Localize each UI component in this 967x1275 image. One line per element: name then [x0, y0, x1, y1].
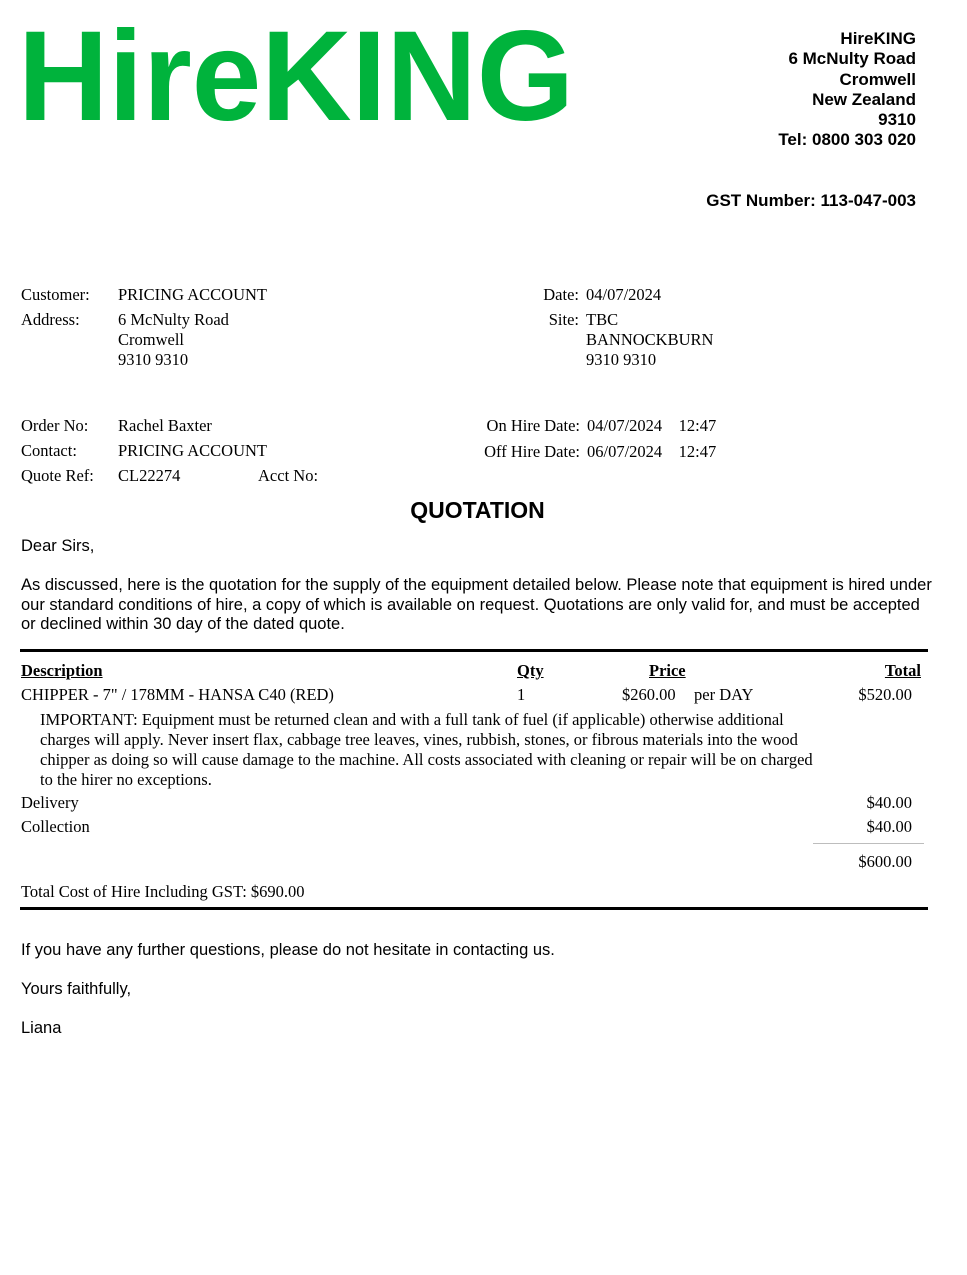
date-label: Date:	[543, 285, 579, 304]
contact-label: Contact:	[21, 441, 77, 460]
quote-ref-value: CL22274	[118, 466, 181, 485]
signoff: Yours faithfully,	[21, 980, 132, 998]
subtotal: $600.00	[858, 852, 912, 871]
subtotal-rule	[813, 843, 924, 844]
delivery-label: Delivery	[21, 793, 79, 812]
address-label: Address:	[21, 310, 80, 329]
header-description: Description	[21, 661, 103, 680]
logo-text: HireKING	[18, 22, 574, 126]
item-qty: 1	[517, 685, 526, 704]
item-description: CHIPPER - 7" / 178MM - HANSA C40 (RED)	[21, 685, 334, 704]
company-details	[778, 29, 916, 151]
grand-total: Total Cost of Hire Including GST: $690.00	[21, 882, 305, 901]
site-label: Site:	[548, 310, 579, 329]
order-value: Rachel Baxter	[118, 416, 212, 435]
salutation: Dear Sirs,	[21, 537, 95, 555]
signature: Liana	[21, 1019, 62, 1037]
item-total: $520.00	[858, 685, 912, 704]
hireking-logo	[18, 22, 578, 126]
acct-no-label: Acct No:	[258, 466, 319, 485]
delivery-total: $40.00	[866, 793, 912, 812]
company-street: 6 McNulty Road	[788, 49, 916, 69]
company-country: New Zealand	[812, 89, 916, 109]
customer-label: Customer:	[21, 285, 90, 304]
header-total: Total	[884, 661, 921, 680]
item-note: IMPORTANT: Equipment must be returned clean and with a full tank of fuel (if applicable) otherwise additional charges will apply. Never insert flax, cabbage tree leaves, vines, rubbish, stones, or fibrous materials into the wood chipper as doing so will cause damage to the machine. All costs associated with cleaning or repair will be on charged to the hirer no exceptions.	[40, 710, 813, 789]
address-line-2: Cromwell	[118, 330, 184, 349]
site-line-1: TBC	[586, 310, 619, 329]
questions-text: If you have any further questions, please do not hesitate in contacting us.	[21, 941, 555, 959]
date-value: 04/07/2024	[586, 285, 662, 304]
gst-number: GST Number: 113-047-003	[706, 191, 916, 210]
header-qty: Qty	[517, 661, 544, 680]
customer-value: PRICING ACCOUNT	[118, 285, 267, 304]
item-price: $260.00	[622, 685, 676, 704]
company-phone: Tel: 0800 303 020	[778, 130, 916, 150]
off-hire-value: 06/07/2024 12:47	[587, 442, 717, 461]
contact-value: PRICING ACCOUNT	[118, 441, 267, 460]
order-label: Order No:	[21, 416, 89, 435]
company-name: HireKING	[840, 29, 916, 48]
on-hire-label: On Hire Date:	[486, 416, 580, 435]
quote-ref-label: Quote Ref:	[21, 466, 94, 485]
header-price: Price	[649, 661, 686, 680]
intro-paragraph: As discussed, here is the quotation for the supply of the equipment detailed below. Please note that equipment is hired under our standard conditions of hire, a copy of which is available on request. Quotations are only valid for, and must be accepted or declined within 30 day of the dated quote.	[21, 576, 932, 633]
table-top-rule	[20, 649, 928, 652]
collection-label: Collection	[21, 817, 90, 836]
site-line-2: BANNOCKBURN	[586, 330, 714, 349]
off-hire-label: Off Hire Date:	[484, 442, 580, 461]
collection-total: $40.00	[866, 817, 912, 836]
company-city: Cromwell	[839, 69, 916, 89]
address-line-3: 9310 9310	[118, 350, 189, 369]
company-postcode: 9310	[878, 110, 916, 130]
site-line-3: 9310 9310	[586, 350, 657, 369]
table-bottom-rule	[20, 907, 928, 910]
document-title: QUOTATION	[410, 497, 545, 523]
item-period: per DAY	[694, 685, 754, 704]
on-hire-value: 04/07/2024 12:47	[587, 416, 717, 435]
address-line-1: 6 McNulty Road	[118, 310, 229, 329]
